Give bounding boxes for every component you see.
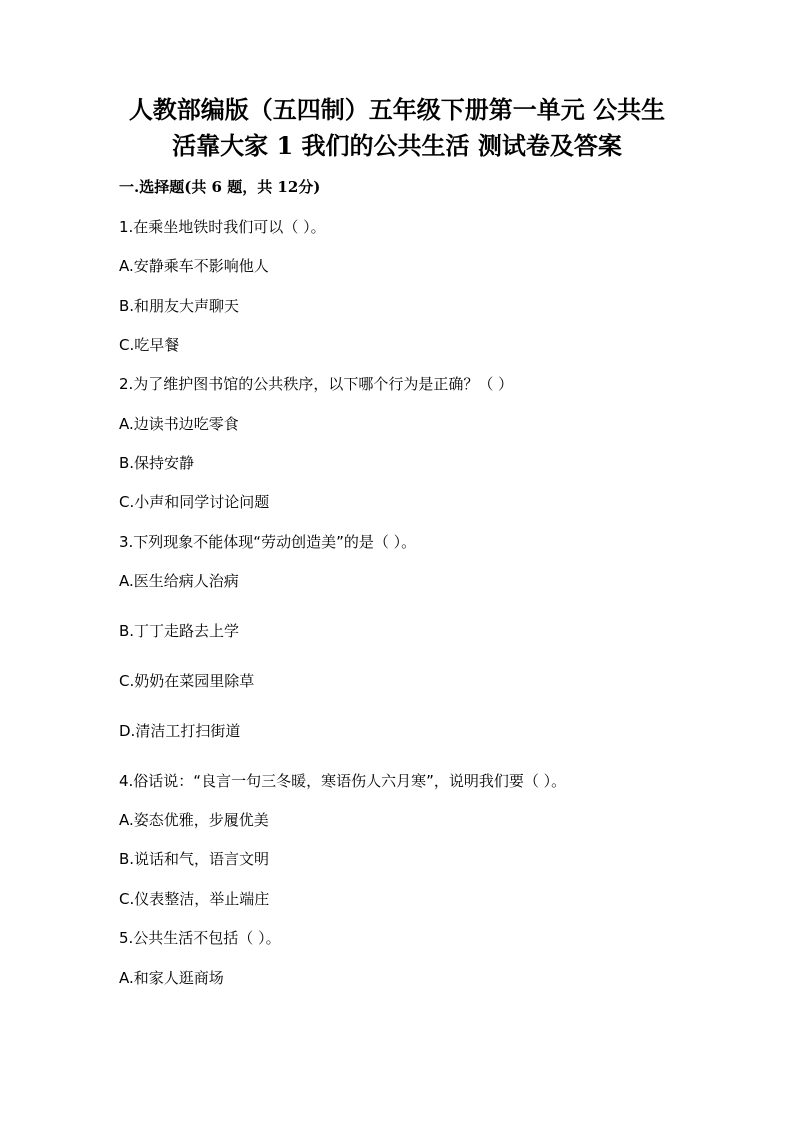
- document-title: [60, 92, 734, 164]
- question-3-option-b: B.丁丁走路去上学: [119, 622, 240, 640]
- question-4-option-a: A.姿态优雅，步履优美: [119, 811, 269, 829]
- question-1-option-b: B.和朋友大声聊天: [119, 297, 240, 315]
- question-5-option-a: A.和家人逛商场: [119, 969, 224, 987]
- question-4-stem: 4.俗话说：“良言一句三冬暖，寒语伤人六月寒”，说明我们要（ ）。: [119, 772, 567, 790]
- title-line-2: 活靠大家 1 我们的公共生活 测试卷及答案: [172, 131, 622, 160]
- question-5-stem: 5.公共生活不包括（ ）。: [119, 929, 281, 947]
- question-2-option-c: C.小声和同学讨论问题: [119, 493, 270, 511]
- question-3-stem: 3.下列现象不能体现“劳动创造美”的是（ ）。: [119, 533, 417, 551]
- question-3-option-a: A.医生给病人治病: [119, 572, 239, 590]
- title-line-1: 人教部编版（五四制）五年级下册第一单元 公共生: [128, 95, 666, 124]
- question-3-option-d: D.清洁工打扫街道: [119, 722, 241, 740]
- question-2-option-a: A.边读书边吃零食: [119, 415, 239, 433]
- question-4-option-b: B.说话和气，语言文明: [119, 850, 270, 868]
- question-2-option-b: B.保持安静: [119, 454, 195, 472]
- question-1-option-a: A.安静乘车不影响他人: [119, 257, 269, 275]
- section-heading: 一.选择题(共 6 题，共 12分): [119, 178, 321, 196]
- question-4-option-c: C.仪表整洁，举止端庄: [119, 890, 270, 908]
- question-1-stem: 1.在乘坐地铁时我们可以（ ）。: [119, 218, 326, 236]
- question-2-stem: 2.为了维护图书馆的公共秩序，以下哪个行为是正确？（ ）: [119, 375, 514, 393]
- question-1-option-c: C.吃早餐: [119, 336, 180, 354]
- question-3-option-c: C.奶奶在菜园里除草: [119, 672, 255, 690]
